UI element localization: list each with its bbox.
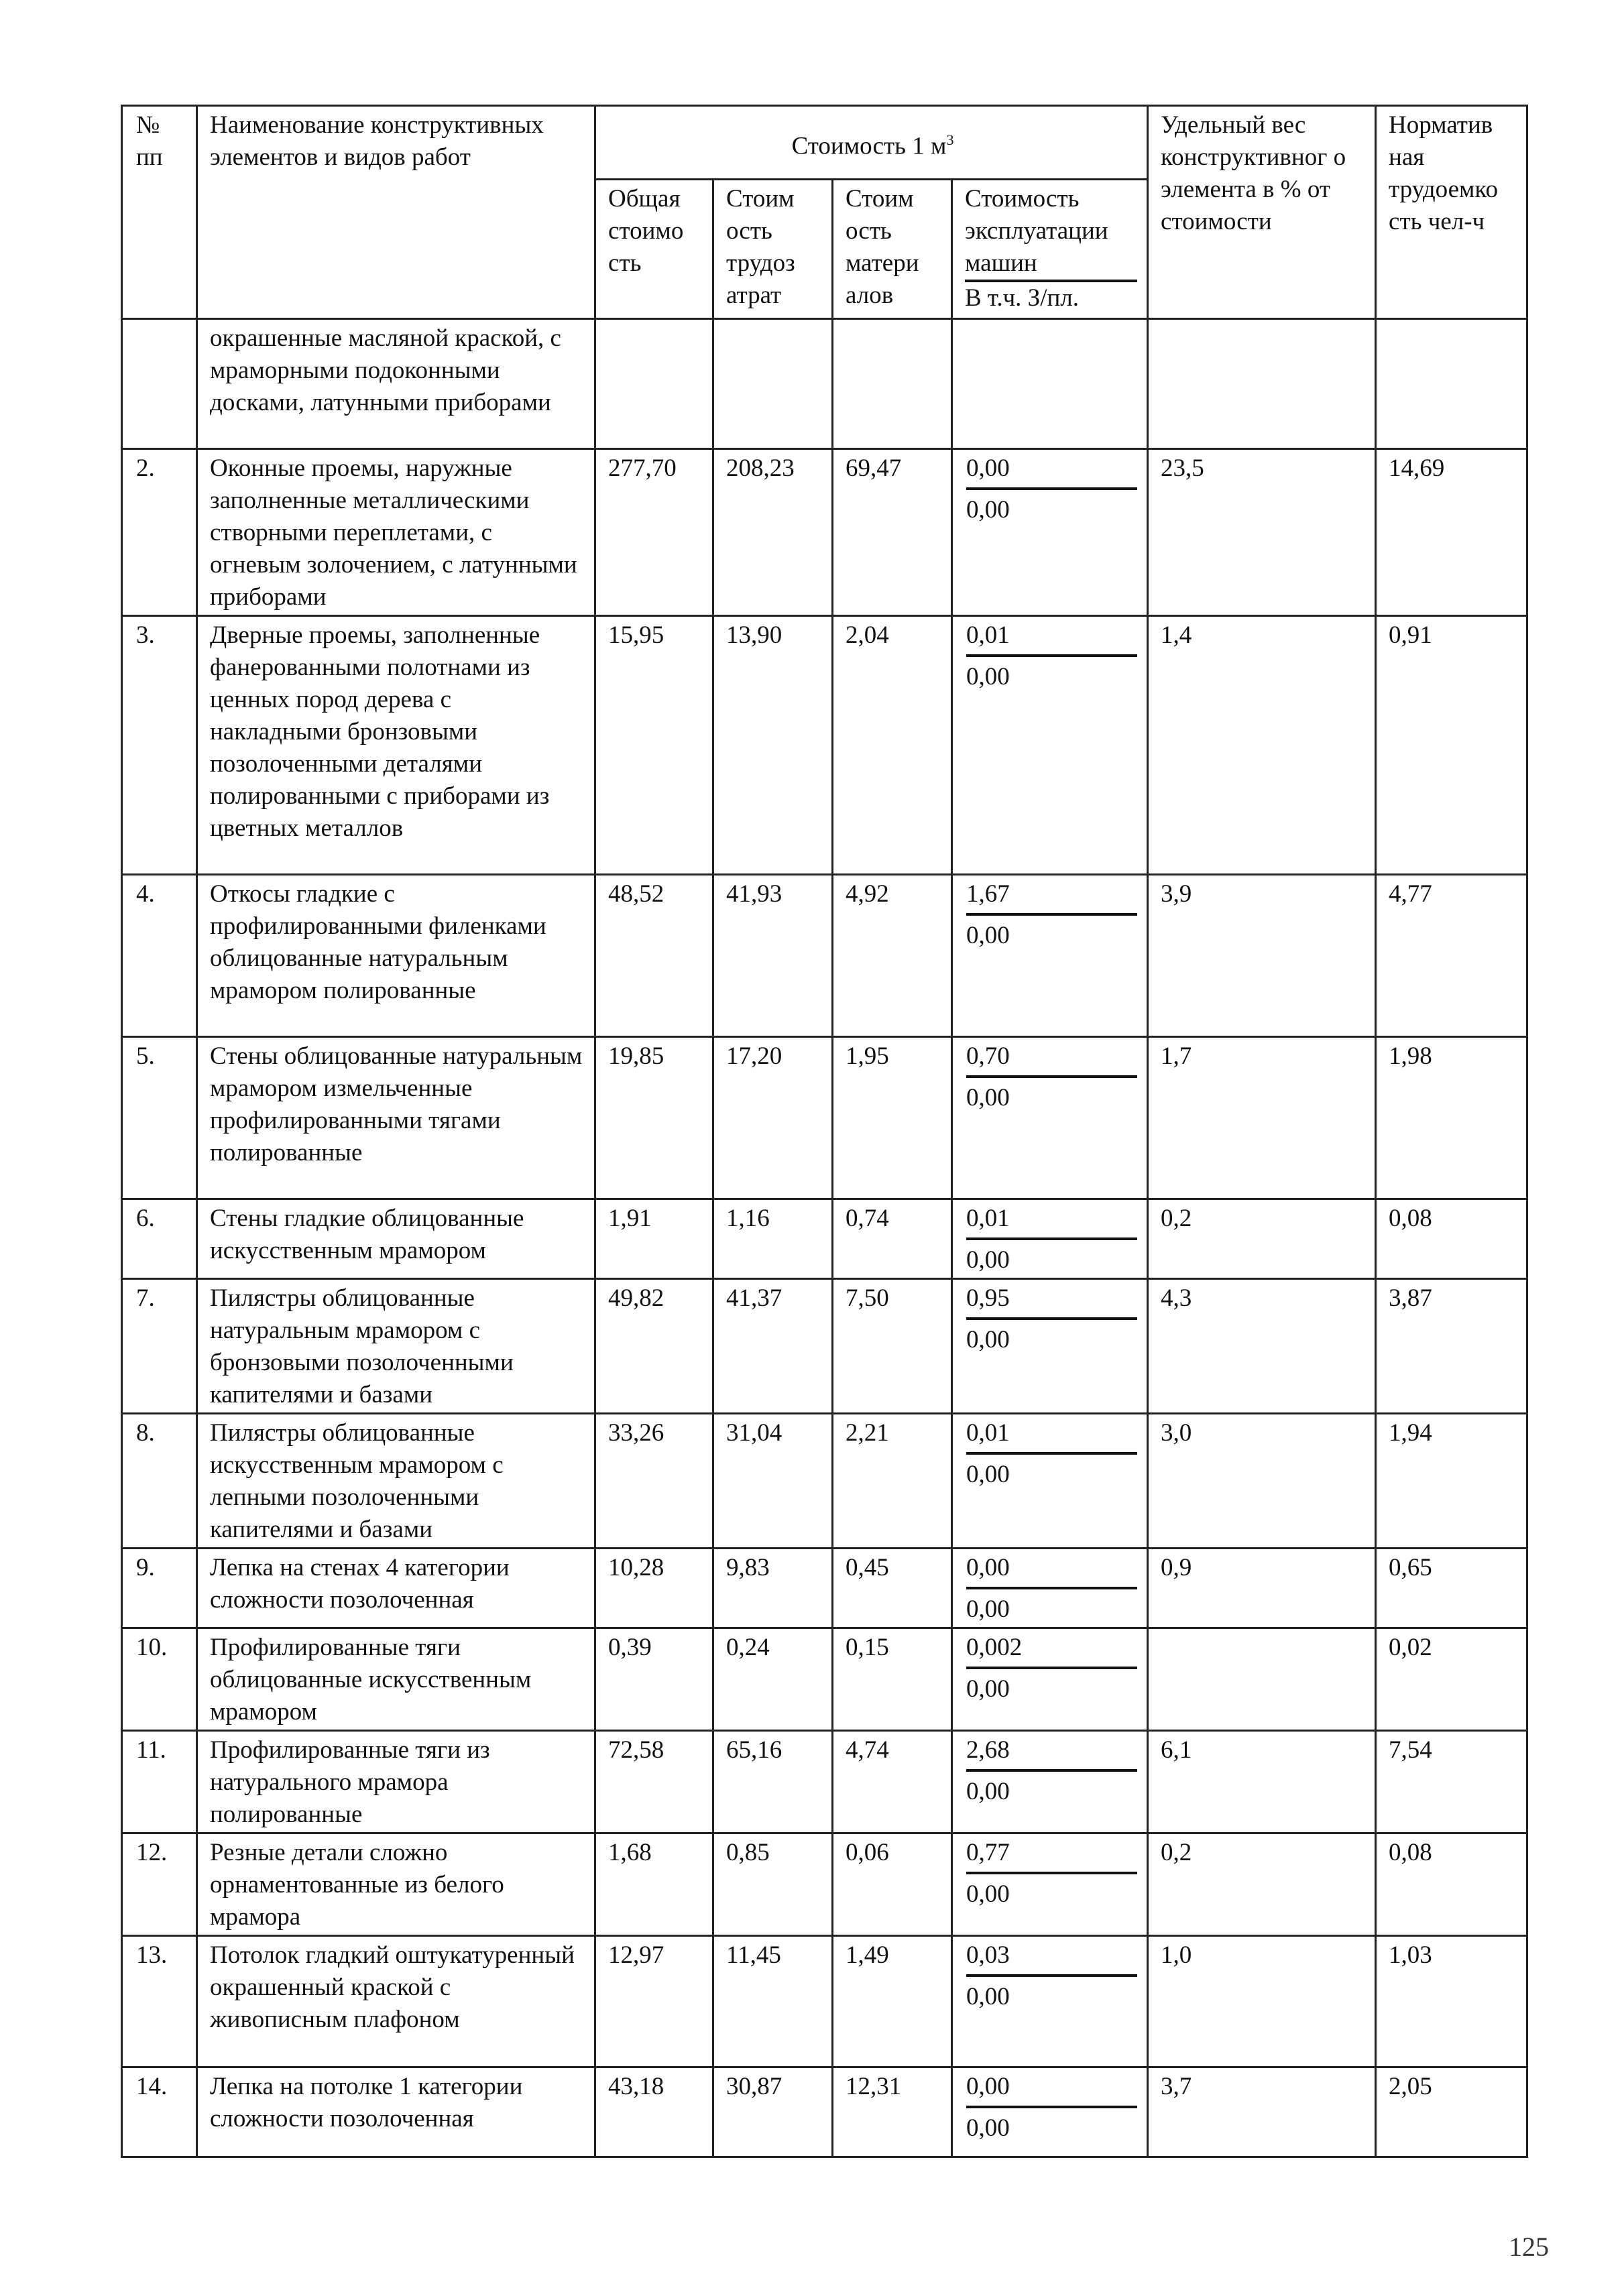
row-weight: 3,7	[1148, 2067, 1376, 2157]
row-materials: 12,31	[833, 2067, 952, 2157]
row-weight: 4,3	[1148, 1279, 1376, 1414]
row-machines	[952, 1628, 1148, 1731]
row-weight: 0,2	[1148, 1833, 1376, 1936]
row-machines	[952, 1731, 1148, 1833]
row-norm: 1,94	[1376, 1414, 1527, 1549]
row-weight	[1148, 1628, 1376, 1731]
table-row	[122, 1199, 1527, 1279]
row-machines-bottom: 0,00	[966, 1778, 1010, 1805]
row-machines-bottom: 0,00	[966, 1595, 1010, 1623]
row-weight: 23,5	[1148, 449, 1376, 616]
table-row	[122, 616, 1527, 875]
row-labor: 9,83	[713, 1549, 833, 1628]
row-machines-bottom: 0,00	[966, 1084, 1010, 1111]
row-machines-top: 0,01	[966, 619, 1137, 657]
row-no: 11.	[122, 1731, 197, 1833]
row-total: 15,95	[595, 616, 713, 875]
row-norm: 7,54	[1376, 1731, 1527, 1833]
row-total: 1,68	[595, 1833, 713, 1936]
row-labor: 17,20	[713, 1037, 833, 1199]
header-materials: Стоим ость матери алов	[833, 180, 952, 319]
row-no: 13.	[122, 1936, 197, 2067]
row-weight: 0,9	[1148, 1549, 1376, 1628]
row-machines-bottom: 0,00	[966, 1326, 1010, 1353]
table-row	[122, 1037, 1527, 1199]
row-weight: 6,1	[1148, 1731, 1376, 1833]
row-name: Профилированные тяги облицованные искусственным мрамором	[197, 1628, 595, 1731]
row-materials: 0,15	[833, 1628, 952, 1731]
row-materials: 7,50	[833, 1279, 952, 1414]
row-name: Профилированные тяги из натурального мрамора полированные	[197, 1731, 595, 1833]
row-materials	[833, 319, 952, 449]
row-total: 1,91	[595, 1199, 713, 1279]
row-machines	[952, 1037, 1148, 1199]
row-machines-top: 2,68	[966, 1734, 1137, 1772]
row-weight	[1148, 319, 1376, 449]
row-total: 0,39	[595, 1628, 713, 1731]
row-labor: 208,23	[713, 449, 833, 616]
table-row	[122, 1731, 1527, 1833]
header-total: Общая стоимо сть	[595, 180, 713, 319]
row-materials: 2,21	[833, 1414, 952, 1549]
row-no: 2.	[122, 449, 197, 616]
row-norm: 1,03	[1376, 1936, 1527, 2067]
row-no: 4.	[122, 875, 197, 1037]
table-body	[122, 319, 1527, 2157]
row-weight: 3,0	[1148, 1414, 1376, 1549]
row-machines-bottom: 0,00	[966, 1983, 1010, 2010]
table-row	[122, 1279, 1527, 1414]
row-machines	[952, 1279, 1148, 1414]
row-total: 33,26	[595, 1414, 713, 1549]
row-materials: 1,95	[833, 1037, 952, 1199]
row-no	[122, 319, 197, 449]
row-machines	[952, 1199, 1148, 1279]
row-norm: 4,77	[1376, 875, 1527, 1037]
table-header	[122, 106, 1527, 319]
row-total: 48,52	[595, 875, 713, 1037]
row-total: 10,28	[595, 1549, 713, 1628]
row-total: 72,58	[595, 1731, 713, 1833]
row-no: 12.	[122, 1833, 197, 1936]
header-weight: Удельный вес конструктивног о элемента в % от стоимости	[1148, 106, 1376, 319]
row-no: 14.	[122, 2067, 197, 2157]
row-weight: 1,0	[1148, 1936, 1376, 2067]
row-norm	[1376, 319, 1527, 449]
row-labor: 13,90	[713, 616, 833, 875]
table-row	[122, 1936, 1527, 2067]
row-machines	[952, 2067, 1148, 2157]
row-norm: 0,02	[1376, 1628, 1527, 1731]
row-no: 5.	[122, 1037, 197, 1199]
row-materials: 69,47	[833, 449, 952, 616]
row-machines	[952, 1414, 1148, 1549]
row-machines-top: 0,70	[966, 1040, 1137, 1078]
row-no: 9.	[122, 1549, 197, 1628]
row-name: Оконные проемы, наружные заполненные металлическими створными переплетами, с огневым золочением, с латунными приборами	[197, 449, 595, 616]
row-materials: 0,74	[833, 1199, 952, 1279]
row-machines-top: 0,01	[966, 1417, 1137, 1455]
row-total: 277,70	[595, 449, 713, 616]
row-total	[595, 319, 713, 449]
header-cost	[595, 106, 1148, 180]
row-machines-bottom: 0,00	[966, 663, 1010, 690]
cost-table	[121, 105, 1528, 2158]
row-norm: 2,05	[1376, 2067, 1527, 2157]
table-row	[122, 449, 1527, 616]
row-machines	[952, 449, 1148, 616]
row-labor	[713, 319, 833, 449]
row-machines-bottom: 0,00	[966, 1880, 1010, 1908]
row-machines	[952, 875, 1148, 1037]
row-no: 10.	[122, 1628, 197, 1731]
header-cost-sup: 3	[946, 131, 954, 148]
row-weight: 3,9	[1148, 875, 1376, 1037]
row-labor: 0,24	[713, 1628, 833, 1731]
row-materials: 2,04	[833, 616, 952, 875]
row-total: 19,85	[595, 1037, 713, 1199]
table-row	[122, 1628, 1527, 1731]
row-norm: 0,08	[1376, 1199, 1527, 1279]
row-weight: 0,2	[1148, 1199, 1376, 1279]
row-machines-top: 0,002	[966, 1632, 1137, 1669]
row-norm: 0,91	[1376, 616, 1527, 875]
row-name: Стены облицованные натуральным мрамором измельченные профилированными тягами полированные	[197, 1037, 595, 1199]
row-total: 43,18	[595, 2067, 713, 2157]
page-number: 125	[1509, 2232, 1549, 2262]
row-machines	[952, 1833, 1148, 1936]
row-machines-top: 0,00	[966, 452, 1137, 490]
row-weight: 1,7	[1148, 1037, 1376, 1199]
row-name: Резные детали сложно орнаментованные из белого мрамора	[197, 1833, 595, 1936]
header-machines-top: Стоимость эксплуатации машин	[965, 183, 1137, 282]
row-total: 12,97	[595, 1936, 713, 2067]
row-materials: 1,49	[833, 1936, 952, 2067]
row-machines-bottom: 0,00	[966, 2114, 1010, 2142]
row-machines	[952, 319, 1148, 449]
row-machines-top: 1,67	[966, 878, 1137, 916]
row-labor: 41,37	[713, 1279, 833, 1414]
row-norm: 14,69	[1376, 449, 1527, 616]
row-materials: 0,45	[833, 1549, 952, 1628]
row-name: Потолок гладкий оштукатуренный окрашенный краской с живописным плафоном	[197, 1936, 595, 2067]
row-labor: 41,93	[713, 875, 833, 1037]
row-machines-bottom: 0,00	[966, 1675, 1010, 1703]
table-row	[122, 875, 1527, 1037]
row-labor: 30,87	[713, 2067, 833, 2157]
header-machines	[952, 180, 1148, 319]
row-no: 8.	[122, 1414, 197, 1549]
row-machines-top: 0,03	[966, 1939, 1137, 1977]
header-name: Наименование конструктивных элементов и видов работ	[197, 106, 595, 319]
row-machines-top: 0,77	[966, 1837, 1137, 1874]
table-row	[122, 319, 1527, 449]
row-materials: 4,92	[833, 875, 952, 1037]
table-row	[122, 1833, 1527, 1936]
header-labor: Стоим ость трудоз атрат	[713, 180, 833, 319]
row-materials: 4,74	[833, 1731, 952, 1833]
row-machines-top: 0,00	[966, 1552, 1137, 1589]
row-machines-bottom: 0,00	[966, 1246, 1010, 1274]
row-labor: 65,16	[713, 1731, 833, 1833]
header-norm: Норматив ная трудоемко сть чел-ч	[1376, 106, 1527, 319]
row-name: Лепка на потолке 1 категории сложности позолоченная	[197, 2067, 595, 2157]
row-name: Дверные проемы, заполненные фанерованными полотнами из ценных пород дерева с накладными бронзовыми позолоченными деталями полированными с приборами из цветных металлов	[197, 616, 595, 875]
row-machines	[952, 1549, 1148, 1628]
row-machines-top: 0,01	[966, 1203, 1137, 1240]
row-norm: 1,98	[1376, 1037, 1527, 1199]
row-norm: 0,65	[1376, 1549, 1527, 1628]
row-norm: 3,87	[1376, 1279, 1527, 1414]
row-no: 7.	[122, 1279, 197, 1414]
table-row	[122, 2067, 1527, 2157]
header-no: № пп	[122, 106, 197, 319]
row-no: 6.	[122, 1199, 197, 1279]
row-labor: 11,45	[713, 1936, 833, 2067]
row-no: 3.	[122, 616, 197, 875]
row-machines-top: 0,95	[966, 1282, 1137, 1320]
row-labor: 31,04	[713, 1414, 833, 1549]
header-cost-label: Стоимость 1 м	[791, 132, 947, 160]
row-machines-bottom: 0,00	[966, 496, 1010, 524]
row-machines	[952, 1936, 1148, 2067]
table-row	[122, 1414, 1527, 1549]
row-total: 49,82	[595, 1279, 713, 1414]
row-machines-top: 0,00	[966, 2071, 1137, 2108]
row-name: Пилястры облицованные искусственным мрамором с лепными позолоченными капителями и базами	[197, 1414, 595, 1549]
row-name: Откосы гладкие с профилированными филенками облицованные натуральным мрамором полированные	[197, 875, 595, 1037]
row-name: Пилястры облицованные натуральным мрамором с бронзовыми позолоченными капителями и базами	[197, 1279, 595, 1414]
table-row	[122, 1549, 1527, 1628]
header-machines-bottom: В т.ч. З/пл.	[965, 284, 1080, 312]
row-machines-bottom: 0,00	[966, 922, 1010, 949]
row-name: Лепка на стенах 4 категории сложности позолоченная	[197, 1549, 595, 1628]
row-name: Стены гладкие облицованные искусственным мрамором	[197, 1199, 595, 1279]
row-labor: 0,85	[713, 1833, 833, 1936]
row-machines	[952, 616, 1148, 875]
row-machines-bottom: 0,00	[966, 1461, 1010, 1488]
row-norm: 0,08	[1376, 1833, 1527, 1936]
row-name: окрашенные масляной краской, с мраморными подоконными досками, латунными приборами	[197, 319, 595, 449]
row-materials: 0,06	[833, 1833, 952, 1936]
row-labor: 1,16	[713, 1199, 833, 1279]
row-weight: 1,4	[1148, 616, 1376, 875]
